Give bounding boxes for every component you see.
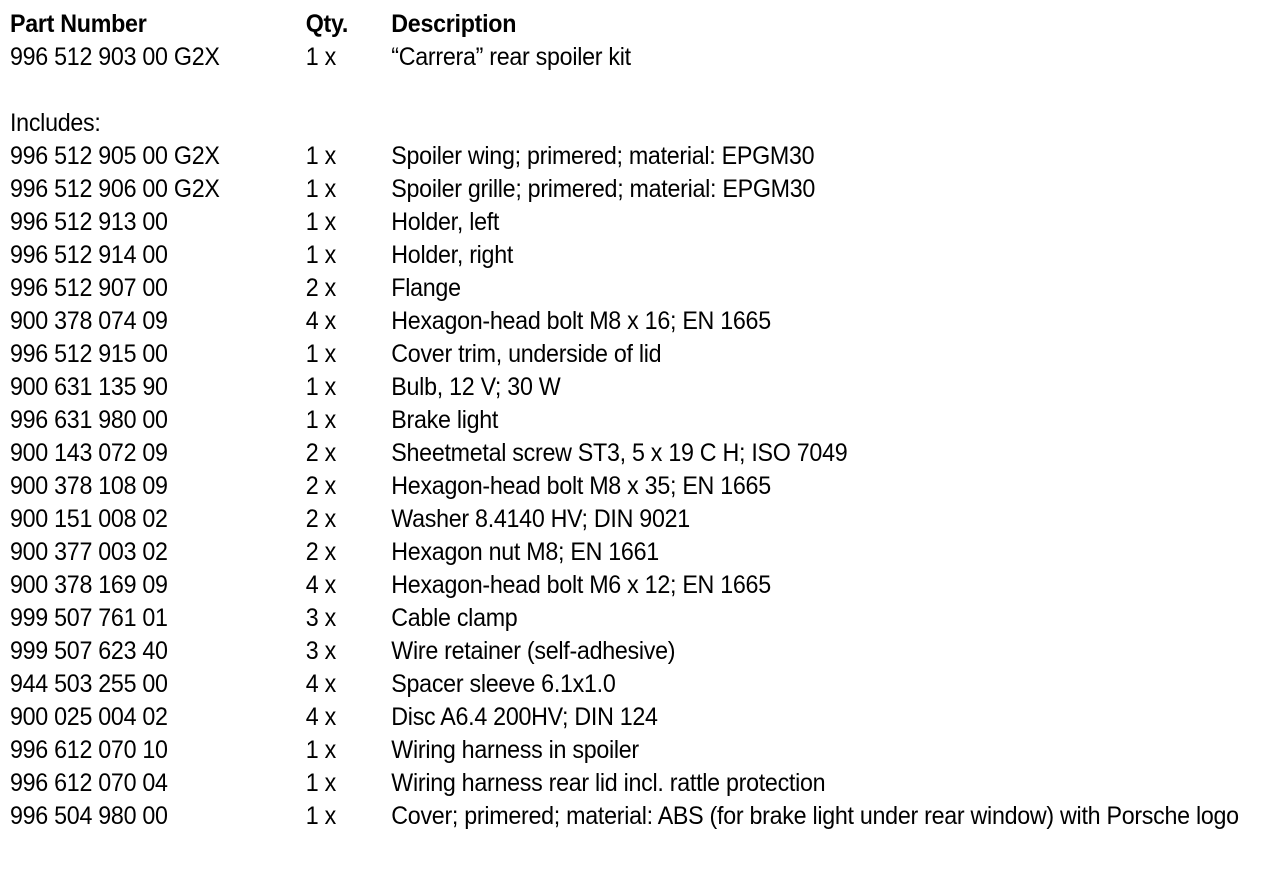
item-description: Wiring harness in spoiler	[391, 736, 639, 764]
item-qty: 2 x	[305, 538, 336, 566]
list-item	[10, 437, 1163, 470]
item-qty: 2 x	[305, 439, 336, 467]
table-header	[10, 8, 1163, 41]
list-item	[10, 305, 1163, 338]
item-part-number: 996 512 906 00 G2X	[10, 175, 220, 203]
item-description: Cable clamp	[391, 604, 518, 632]
item-description: Sheetmetal screw ST3, 5 x 19 C H; ISO 7049	[391, 439, 848, 467]
kit-qty: 1 x	[305, 43, 336, 71]
item-description: Holder, left	[391, 208, 500, 236]
item-description: Hexagon nut M8; EN 1661	[391, 538, 659, 566]
item-qty: 1 x	[305, 241, 336, 269]
item-qty: 1 x	[305, 373, 336, 401]
item-qty: 3 x	[305, 637, 336, 665]
item-part-number: 996 512 915 00	[10, 340, 168, 368]
list-item	[10, 569, 1163, 602]
spacer	[10, 74, 1250, 107]
list-item	[10, 140, 1163, 173]
item-qty: 1 x	[305, 802, 336, 830]
items-list	[10, 140, 1250, 833]
item-part-number: 999 507 761 01	[10, 604, 168, 632]
item-description: Holder, right	[391, 241, 514, 269]
item-part-number: 996 512 913 00	[10, 208, 168, 236]
list-item	[10, 503, 1163, 536]
item-description: Bulb, 12 V; 30 W	[391, 373, 561, 401]
list-item	[10, 635, 1163, 668]
header-description: Description	[391, 10, 517, 38]
header-qty: Qty.	[305, 10, 349, 38]
item-part-number: 996 512 905 00 G2X	[10, 142, 220, 170]
item-part-number: 900 378 108 09	[10, 472, 168, 500]
item-part-number: 996 512 907 00	[10, 274, 168, 302]
item-part-number: 900 151 008 02	[10, 505, 168, 533]
item-part-number: 900 378 169 09	[10, 571, 168, 599]
list-item	[10, 701, 1163, 734]
item-part-number: 996 512 914 00	[10, 241, 168, 269]
item-part-number: 900 377 003 02	[10, 538, 168, 566]
item-description: Hexagon-head bolt M6 x 12; EN 1665	[391, 571, 771, 599]
item-qty: 4 x	[305, 670, 336, 698]
kit-row	[10, 41, 1163, 74]
includes-label: Includes:	[10, 109, 101, 137]
item-qty: 2 x	[305, 274, 336, 302]
parts-list	[10, 8, 1250, 833]
list-item	[10, 767, 1163, 800]
item-qty: 1 x	[305, 175, 336, 203]
item-part-number: 996 612 070 04	[10, 769, 168, 797]
item-description: Hexagon-head bolt M8 x 16; EN 1665	[391, 307, 771, 335]
item-description: Spoiler grille; primered; material: EPGM30	[391, 175, 816, 203]
item-qty: 1 x	[305, 208, 336, 236]
item-description: Washer 8.4140 HV; DIN 9021	[391, 505, 690, 533]
item-part-number: 944 503 255 00	[10, 670, 168, 698]
list-item	[10, 338, 1163, 371]
list-item	[10, 734, 1163, 767]
item-description: Hexagon-head bolt M8 x 35; EN 1665	[391, 472, 771, 500]
item-part-number: 996 612 070 10	[10, 736, 168, 764]
item-part-number: 900 143 072 09	[10, 439, 168, 467]
header-part-number: Part Number	[10, 10, 147, 38]
item-qty: 1 x	[305, 769, 336, 797]
item-qty: 4 x	[305, 307, 336, 335]
list-item	[10, 536, 1163, 569]
item-description: Cover; primered; material: ABS (for brake light under rear window) with Porsche logo	[391, 802, 1239, 830]
list-item	[10, 239, 1163, 272]
item-description: Brake light	[391, 406, 499, 434]
item-description: Flange	[391, 274, 461, 302]
item-qty: 2 x	[305, 472, 336, 500]
item-description: Wire retainer (self-adhesive)	[391, 637, 676, 665]
item-qty: 1 x	[305, 340, 336, 368]
list-item	[10, 173, 1163, 206]
item-description: Wiring harness rear lid incl. rattle protection	[391, 769, 826, 797]
list-item	[10, 470, 1163, 503]
item-part-number: 996 631 980 00	[10, 406, 168, 434]
list-item	[10, 602, 1163, 635]
kit-part-number: 996 512 903 00 G2X	[10, 43, 220, 71]
list-item	[10, 404, 1163, 437]
item-part-number: 900 025 004 02	[10, 703, 168, 731]
list-item	[10, 272, 1163, 305]
item-qty: 2 x	[305, 505, 336, 533]
item-qty: 4 x	[305, 571, 336, 599]
item-qty: 3 x	[305, 604, 336, 632]
item-description: Spoiler wing; primered; material: EPGM30	[391, 142, 815, 170]
item-part-number: 900 631 135 90	[10, 373, 168, 401]
item-description: Cover trim, underside of lid	[391, 340, 662, 368]
item-part-number: 999 507 623 40	[10, 637, 168, 665]
item-description: Spacer sleeve 6.1x1.0	[391, 670, 616, 698]
item-part-number: 996 504 980 00	[10, 802, 168, 830]
list-item	[10, 371, 1163, 404]
item-qty: 4 x	[305, 703, 336, 731]
item-qty: 1 x	[305, 736, 336, 764]
list-item	[10, 668, 1163, 701]
item-part-number: 900 378 074 09	[10, 307, 168, 335]
kit-description: “Carrera” rear spoiler kit	[391, 43, 631, 71]
item-description: Disc A6.4 200HV; DIN 124	[391, 703, 658, 731]
list-item	[10, 800, 1239, 833]
list-item	[10, 206, 1163, 239]
item-qty: 1 x	[305, 142, 336, 170]
item-qty: 1 x	[305, 406, 336, 434]
